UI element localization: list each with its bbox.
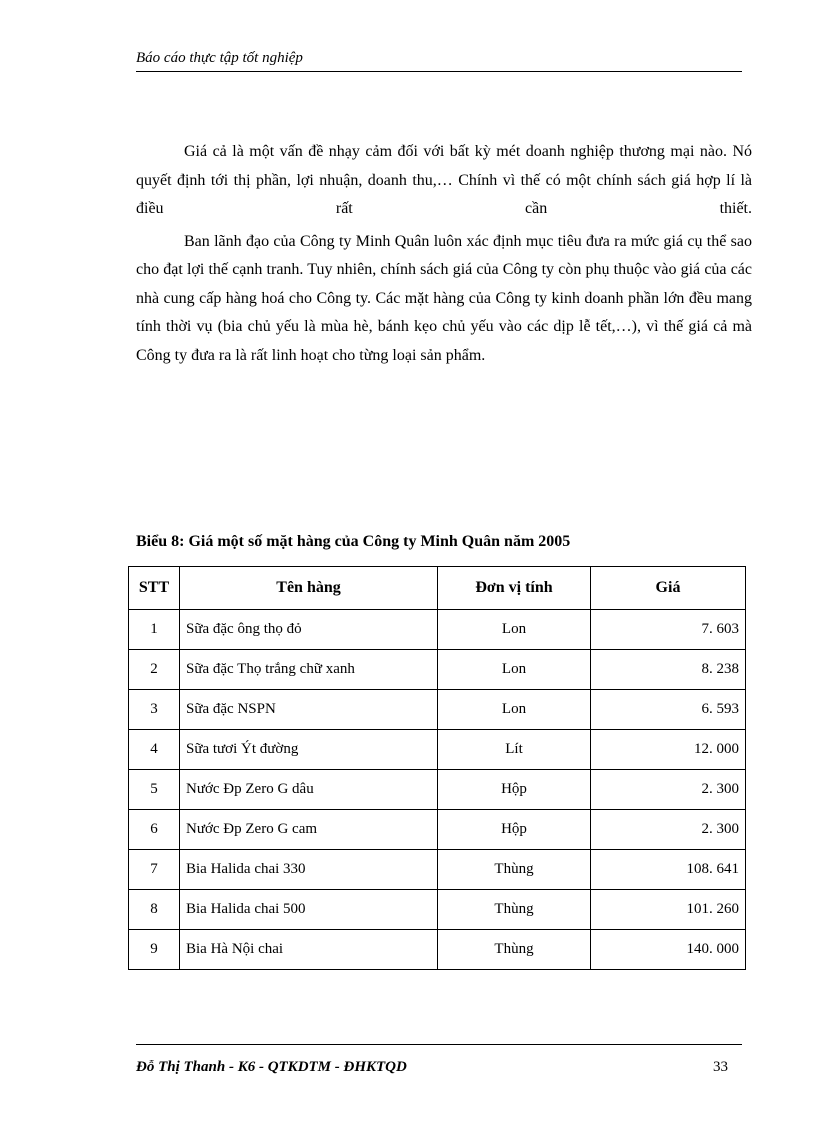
table-row (129, 770, 746, 810)
table-row (129, 650, 746, 690)
cell-stt: 6 (129, 810, 180, 850)
cell-price: 2. 300 (591, 810, 746, 850)
header-unit: Đơn vị tính (438, 567, 591, 610)
header-price: Giá (591, 567, 746, 610)
cell-price: 101. 260 (591, 890, 746, 930)
cell-stt: 7 (129, 850, 180, 890)
header-title: Báo cáo thực tập tốt nghiệp (136, 50, 303, 66)
cell-stt: 9 (129, 930, 180, 970)
cell-name: Bia Hà Nội chai (180, 930, 438, 970)
cell-name: Sữa đặc Thọ trắng chữ xanh (180, 650, 438, 690)
cell-unit: Hộp (438, 810, 591, 850)
table-header-row (129, 567, 746, 610)
cell-unit: Lon (438, 690, 591, 730)
table-row (129, 890, 746, 930)
cell-name: Sữa tươi Ýt đường (180, 730, 438, 770)
table-row (129, 850, 746, 890)
cell-name: Sữa đặc ông thọ đỏ (180, 610, 438, 650)
page-header (136, 50, 742, 72)
header-name: Tên hàng (180, 567, 438, 610)
table-row (129, 610, 746, 650)
cell-name: Bia Halida chai 330 (180, 850, 438, 890)
cell-unit: Thùng (438, 930, 591, 970)
cell-unit: Lon (438, 650, 591, 690)
price-table (128, 566, 746, 970)
table-row (129, 930, 746, 970)
cell-name: Bia Halida chai 500 (180, 890, 438, 930)
paragraph: Giá cả là một vấn đề nhạy cảm đối với bất kỳ mét doanh nghiệp thương mại nào. Nó quyết định tới thị phần, lợi nhuận, doanh thu,… Chính vì thế có một chính sách giá hợp lí là điều rất cần thiết. (136, 143, 752, 217)
cell-name: Nước Đp Zero G dâu (180, 770, 438, 810)
cell-price: 6. 593 (591, 690, 746, 730)
footer-author: Đỗ Thị Thanh - K6 - QTKDTM - ĐHKTQD (136, 1059, 407, 1075)
table-row (129, 810, 746, 850)
cell-stt: 5 (129, 770, 180, 810)
cell-stt: 2 (129, 650, 180, 690)
cell-price: 2. 300 (591, 770, 746, 810)
paragraph: Ban lãnh đạo của Công ty Minh Quân luôn xác định mục tiêu đưa ra mức giá cụ thể sao cho đạt lợi thế cạnh tranh. Tuy nhiên, chính sách giá của Công ty còn phụ thuộc vào giá của các nhà cung cấp hàng hoá cho Công ty. Các mặt hàng của Công ty kinh doanh phần lớn đều mang tính thời vụ (bia chủ yếu là mùa hè, bánh kẹo chủ yếu vào các dịp lễ tết,…), vì thế giá cả mà Công ty đưa ra là rất linh hoạt cho từng loại sản phẩm. (136, 232, 752, 364)
page-footer (136, 1044, 742, 1076)
cell-unit: Lon (438, 610, 591, 650)
body-text (136, 138, 752, 374)
cell-price: 140. 000 (591, 930, 746, 970)
cell-stt: 3 (129, 690, 180, 730)
cell-stt: 4 (129, 730, 180, 770)
header-stt: STT (129, 567, 180, 610)
cell-stt: 1 (129, 610, 180, 650)
cell-price: 108. 641 (591, 850, 746, 890)
cell-price: 12. 000 (591, 730, 746, 770)
cell-unit: Thùng (438, 890, 591, 930)
cell-price: 8. 238 (591, 650, 746, 690)
cell-stt: 8 (129, 890, 180, 930)
cell-unit: Hộp (438, 770, 591, 810)
cell-unit: Lít (438, 730, 591, 770)
table-caption: Biểu 8: Giá một số mặt hàng của Công ty Minh Quân năm 2005 (136, 533, 571, 550)
cell-unit: Thùng (438, 850, 591, 890)
table-row (129, 690, 746, 730)
page-number: 33 (713, 1059, 728, 1075)
cell-name: Nước Đp Zero G cam (180, 810, 438, 850)
cell-price: 7. 603 (591, 610, 746, 650)
table-row (129, 730, 746, 770)
cell-name: Sữa đặc NSPN (180, 690, 438, 730)
